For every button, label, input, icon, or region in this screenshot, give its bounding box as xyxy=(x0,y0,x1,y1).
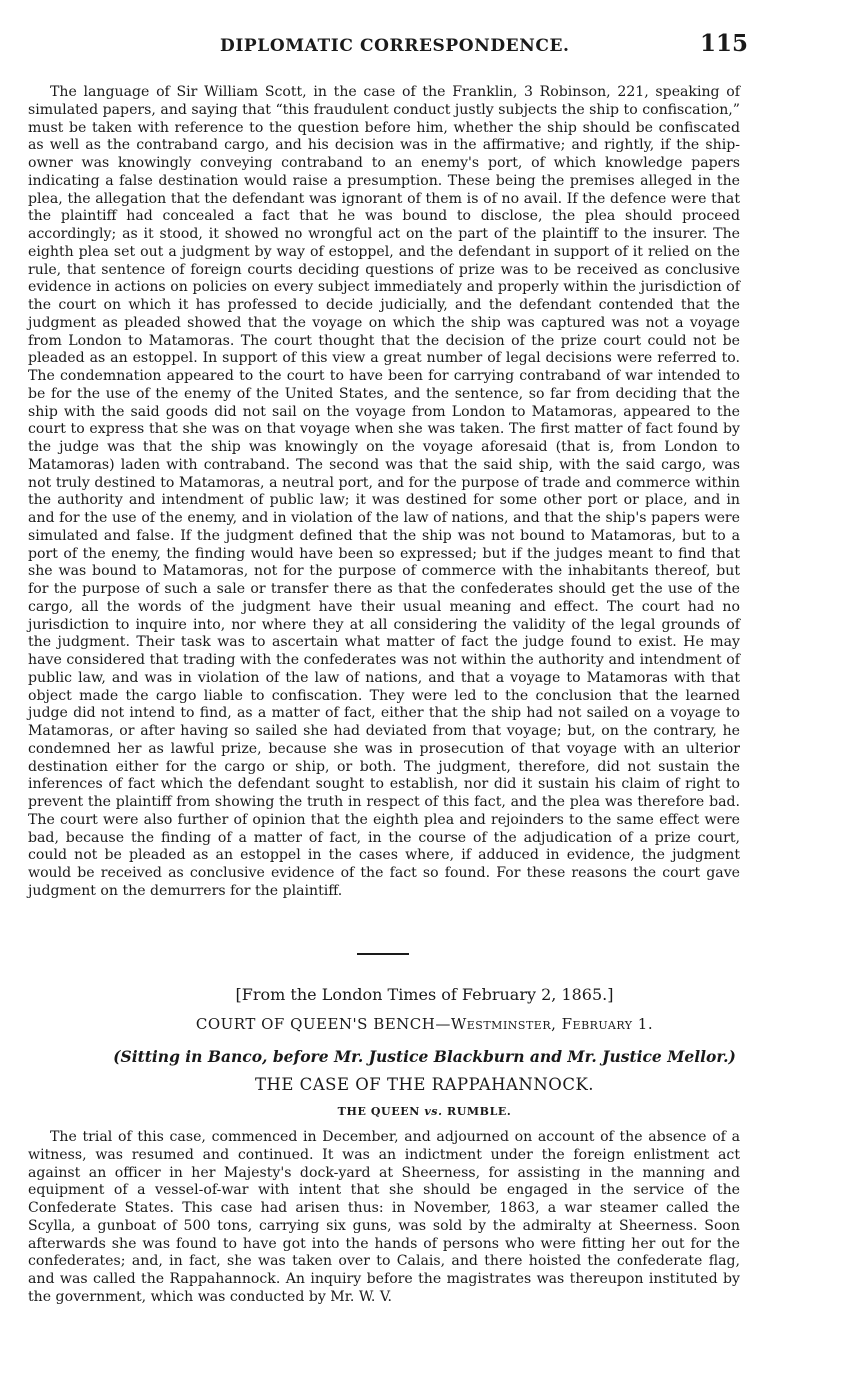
court-heading xyxy=(0,1015,849,1033)
party-defendant: RUMBLE. xyxy=(446,1105,512,1118)
court-place-date: Westminster, February 1. xyxy=(450,1015,654,1033)
court-name: COURT OF QUEEN'S BENCH— xyxy=(195,1015,451,1033)
sitting-line: (Sitting in Banco, before Mr. Justice Blackburn and Mr. Justice Mellor.) xyxy=(113,1047,736,1066)
party-prosecution: THE QUEEN xyxy=(337,1105,420,1118)
case-title: THE CASE OF THE RAPPAHANNOCK. xyxy=(254,1075,595,1094)
section-divider xyxy=(357,953,409,955)
body-paragraph-1: The language of Sir William Scott, in the case of the Franklin, 3 Robinson, 221, speaking of simulated papers, and saying that “this fraudulent conduct justly subjects the ship to confiscation,” must be taken with reference to the question before him, whether the ship should be confiscated as well as the contraband cargo, and his decision was in the affirmative; and rightly, if the ship-owner was knowingly conveying contraband to an enemy's port, of which knowledge papers indicating a false destination would raise a presumption. These being the premises alleged in the plea, the allegation that the defendant was ignorant of them is of no avail. If the defence were that the plaintiff had concealed a fact that he was bound to disclose, the plea should proceed accordingly; as it stood, it showed no wrongful act on the part of the plaintiff to the insurer. The eighth plea set out a judgment by way of estoppel, and the defendant in support of it relied on the rule, that sentence of foreign courts deciding questions of prize was to be received as conclusive evidence in actions on policies on every subject immediately and properly within the jurisdiction of the court on which it has professed to decide judicially, and the defendant contended that the judgment as pleaded showed that the voyage on which the ship was captured was not a voyage from London to Matamoras. The court thought that the decision of the prize court could not be pleaded as an estoppel. In support of this view a great number of legal decisions were referred to. The condemnation appeared to the court to have been for carrying contraband of war intended to be for the use of the enemy of the United States, and the sentence, so far from deciding that the ship with the said goods did not sail on the voyage from London to Matamoras, appeared to the court to express that she was on that voyage when she was taken. The first matter of fact found by the judge was that the ship was knowingly on the voyage aforesaid (that is, from London to Matamoras) laden with contraband. The second was that the said ship, with the said cargo, was not truly destined to Matamoras, a neutral port, and for the purpose of trade and commerce within the authority and intendment of public law; it was destined for some other port or place, and in and for the use of the enemy, and in violation of the law of nations, and that the ship's papers were simulated and false. If the judgment defined that the ship was not bound to Matamoras, but to a port of the enemy, the finding would have been so expressed; but if the judges meant to find that she was bound to Matamoras, not for the purpose of commerce with the inhabitants thereof, but for the purpose of such a sale or transfer there as that the confederates should get the use of the cargo, all the words of the judgment have their usual meaning and effect. The court had no jurisdiction to inquire into, nor where they at all considering the validity of the legal grounds of the judgment. Their task was to ascertain what matter of fact the judge found to exist. He may have considered that trading with the confederates was not within the authority and intendment of public law, and was in violation of the law of nations, and that a voyage to Matamoras with that object made the cargo liable to confiscation. They were led to the conclusion that the learned judge did not intend to find, as a matter of fact, either that the ship had not sailed on a voyage to Matamoras, or after having so sailed she had deviated from that voyage; but, on the contrary, he condemned her as lawful prize, because she was in prosecution of that voyage with an ulterior destination either for the cargo or ship, or both. The judgment, therefore, did not sustain the inferences of fact which the defendant sought to establish, nor did it sustain his claim of right to prevent the plaintiff from showing the truth in respect of this fact, and the plea was therefore bad. The court were also further of opinion that the eighth plea and rejoinders to the same effect were bad, because the finding of a matter of fact, in the course of the adjudication of a prize court, could not be pleaded as an estoppel in the cases where, if adduced in evidence, the judgment would be received as conclusive evidence of the fact so found. For these reasons the court gave judgment on the demurrers for the plaintiff. xyxy=(28,84,740,899)
running-head: DIPLOMATIC CORRESPONDENCE. xyxy=(220,36,570,56)
body-paragraph-2: The trial of this case, commenced in December, and adjourned on account of the absence of a witness, was resumed and continued. It was an indictment under the foreign enlistment act against an officer in her Majesty's dock-yard at Sheerness, for assisting in the manning and equipment of a vessel-of-war with intent that she should be engaged in the service of the Confederate States. This case had arisen thus: in November, 1863, a war steamer called the Scylla, a gunboat of 500 tons, carrying six guns, was sold by the admiralty at Sheerness. Soon afterwards she was found to have got into the hands of persons who were fitting her out for the confederates; and, in fact, she was taken over to Calais, and there hoisted the confederate flag, and was called the Rappahannock. An inquiry before the magistrates was thereupon instituted by the government, which was conducted by Mr. W. V. xyxy=(28,1129,740,1305)
page-header xyxy=(60,32,750,62)
source-line: [From the London Times of February 2, 1865.] xyxy=(235,985,614,1004)
case-parties xyxy=(0,1105,849,1118)
versus-label: vs. xyxy=(424,1105,443,1118)
page-number: 115 xyxy=(699,30,748,57)
